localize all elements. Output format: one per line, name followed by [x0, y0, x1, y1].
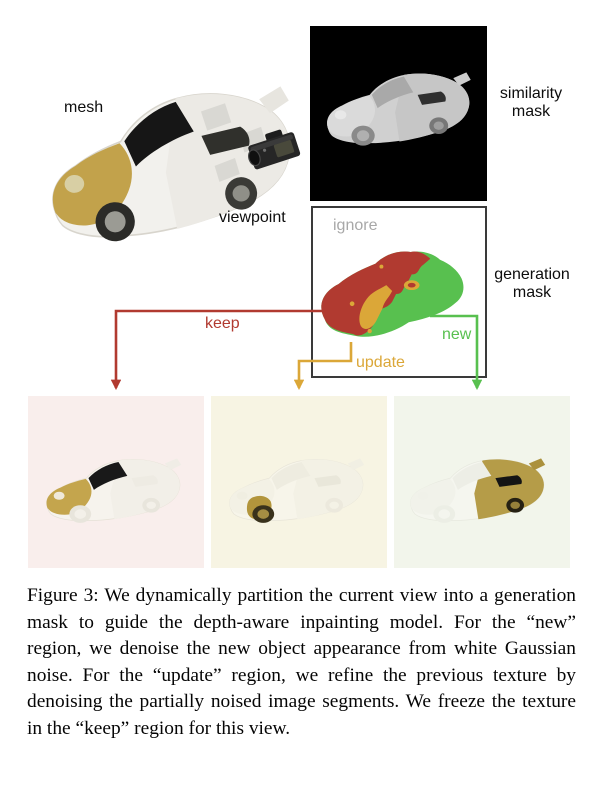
keep-label: keep	[205, 315, 240, 332]
similarity-mask-image	[318, 64, 478, 164]
viewpoint-label: viewpoint	[219, 209, 286, 226]
viewpoint-camera-icon	[244, 124, 306, 176]
mesh-label: mesh	[64, 99, 104, 116]
new-result-panel	[394, 396, 570, 568]
update-label: update	[356, 354, 405, 371]
keep-result-image	[38, 451, 188, 539]
ignore-label: ignore	[333, 217, 378, 234]
similarity-mask-panel	[310, 26, 487, 201]
keep-result-panel	[28, 396, 204, 568]
generation-mask-label: generation mask	[494, 266, 570, 301]
new-label: new	[442, 326, 472, 343]
figure-caption: Figure 3: We dynamically partition the current view into a generation mask to guide the depth-aware inpainting model. For the “new” region, we denoise the new object appearance from white Gaussian noise. For the “update” region, we refine the previous texture by denoising the partially noised image segments. We freeze the texture in the “keep” region for this view.	[27, 585, 576, 739]
update-result-image	[221, 451, 371, 539]
similarity-mask-label: similarity mask	[499, 85, 563, 120]
new-result-image	[402, 451, 552, 539]
update-result-panel	[211, 396, 387, 568]
